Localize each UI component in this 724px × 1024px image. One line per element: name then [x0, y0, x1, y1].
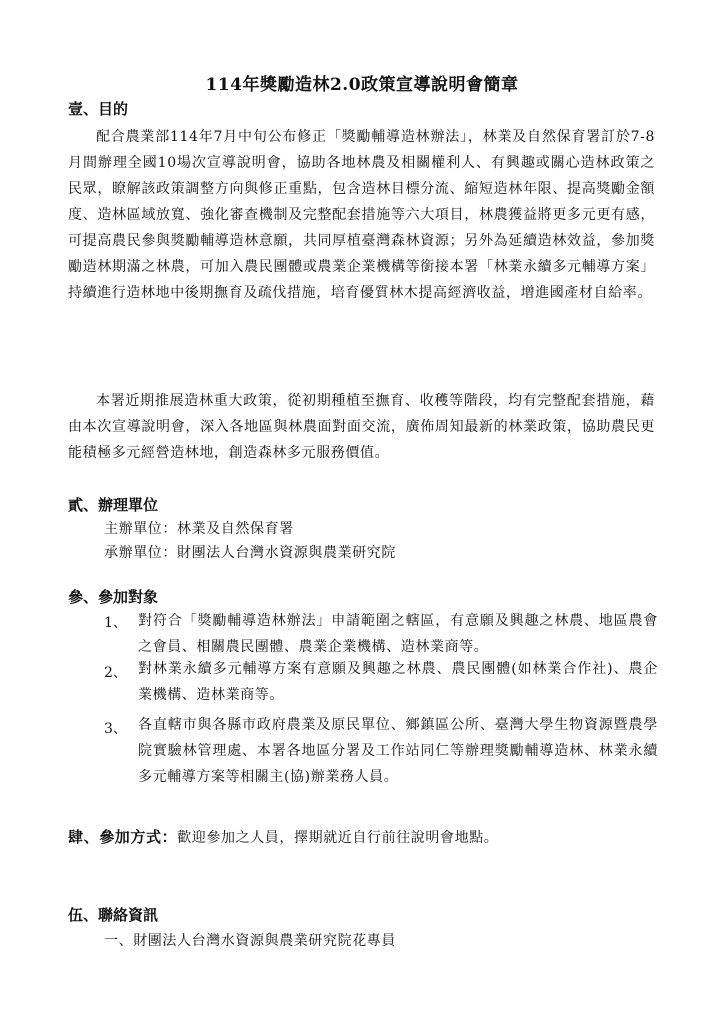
section-method-heading: 肆、參加方式： — [68, 828, 178, 846]
purpose-paragraph-2: 本署近期推展造林重大政策，從初期種植至撫育、收穫等階段，均有完整配套措施，藉由本次宣導說明會，深入各地區與林農面對面交流，廣佈周知最新的林業政策，協助農民更能積極多元經營造林地，創造森林多元服務價值。 — [68, 393, 655, 461]
section-participants-heading: 參、參加對象 — [68, 588, 159, 606]
section-purpose-heading: 壹、目的 — [68, 100, 129, 118]
purpose-paragraph-1: 配合農業部114年7月中旬公布修正「獎勵輔導造林辦法」，林業及自然保育署訂於7-8月間辦理全國10場次宣導說明會，協助各地林農及相關權利人、有興趣或關心造林政策之民眾，瞭解該政策調整方向與修正重點，包含造林目標分流、縮短造林年限、提高獎勵金額度、造林區域放寬、強化審查機制及完整配套措施等六大項目，林農獲益將更多元更有感，可提高農民參與獎勵輔導造林意願，共同厚植臺灣森林資源；另外為延續造林效益，參加獎勵造林期滿之林農，可加入農民團體或農業企業機構等銜接本署「林業永續多元輔導方案」持續進行造林地中後期撫育及疏伐措施，培育優質林木提高經濟收益，增進國產材自給率。 — [68, 129, 655, 301]
participant-item-number: 1、 — [104, 615, 127, 631]
participant-item-text: 對林業永續多元輔導方案有意願及興趣之林農、農民團體(如林業合作社)、農企業機構、造林業商等。 — [138, 661, 658, 703]
participant-item-text: 各直轄市與各縣市政府農業及原民單位、鄉鎮區公所、臺灣大學生物資源暨農學院實驗林管理處、本署各地區分署及工作站同仁等辦理獎勵輔導造林、林業永續多元輔導方案等相關主(協)辦業務人員。 — [138, 717, 658, 785]
participation-method — [68, 826, 498, 847]
section-contact-heading: 伍、聯絡資訊 — [68, 906, 159, 924]
document-title: 114年獎勵造林2.0政策宣導說明會簡章 — [205, 75, 519, 95]
participant-item-number: 2、 — [104, 665, 127, 681]
section-units-heading: 貳、辦理單位 — [68, 496, 159, 514]
organizer-unit: 承辦單位：財團法人台灣水資源與農業研究院 — [104, 545, 396, 561]
host-unit: 主辦單位：林業及自然保育署 — [104, 521, 294, 537]
participant-item-text: 對符合「獎勵輔導造林辦法」申請範圍之轄區，有意願及興趣之林農、地區農會之會員、相關農民團體、農業企業機構、造林業商等。 — [138, 613, 658, 655]
participation-method-text: 歡迎參加之人員，擇期就近自行前往說明會地點。 — [177, 830, 499, 846]
contact-line-1: 一、財團法人台灣水資源與農業研究院花專員 — [104, 933, 396, 949]
participant-item-number: 3、 — [104, 721, 127, 737]
